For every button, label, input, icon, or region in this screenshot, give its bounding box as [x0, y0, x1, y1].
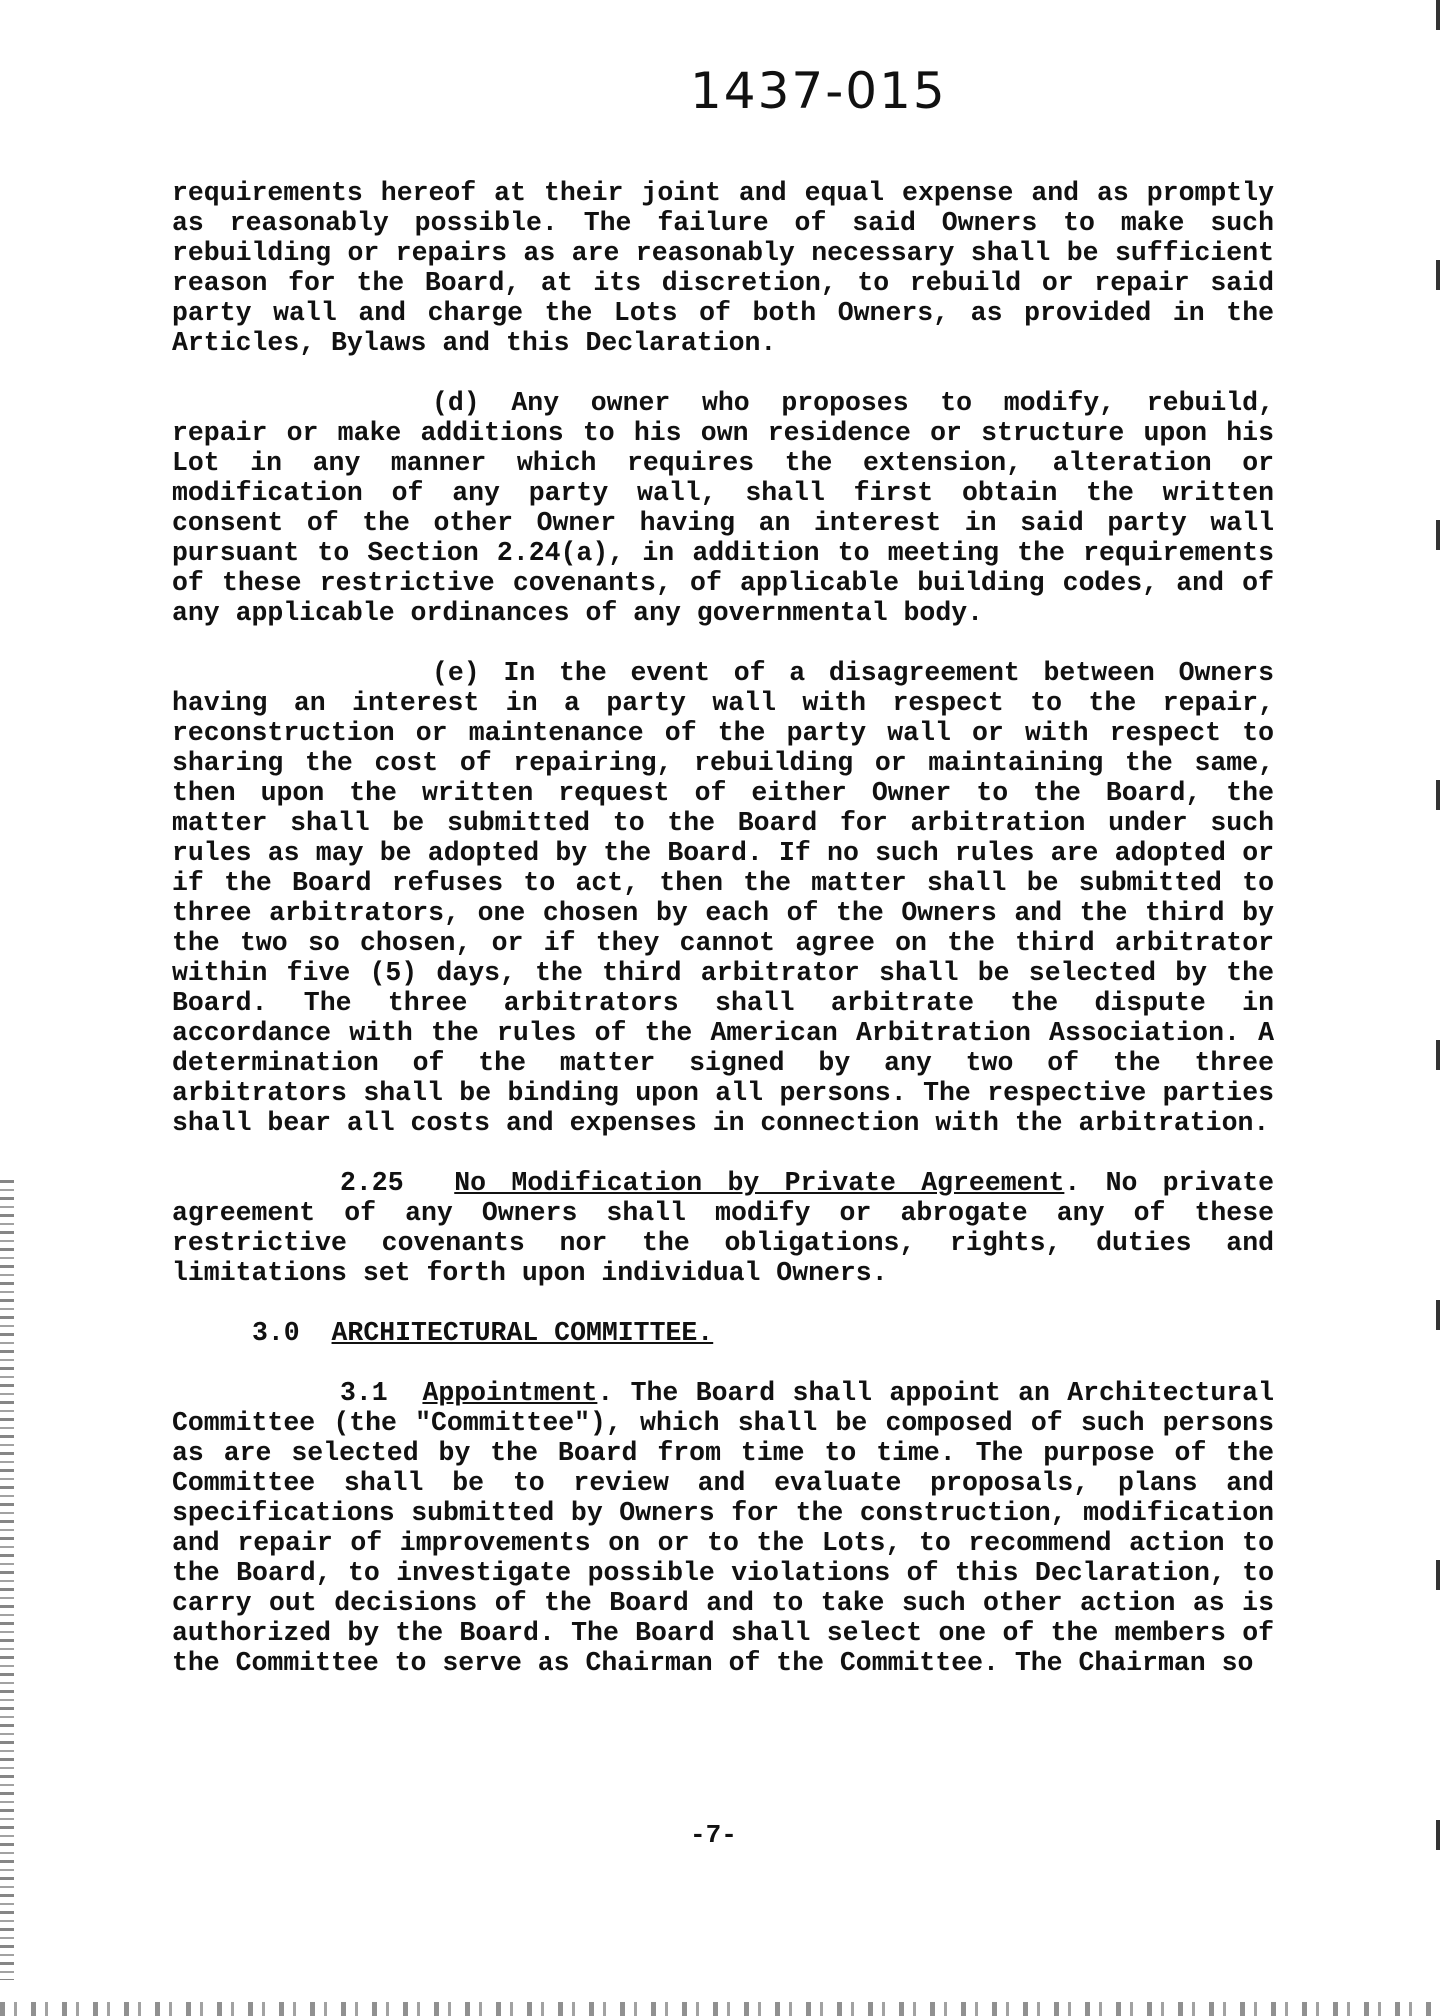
section-3-1-title: Appointment	[422, 1378, 598, 1408]
paragraph-party-wall-repair: requirements hereof at their joint and equal expense and as promptly as reasonably possible. The failure of said Owners to make such rebuilding or repairs as are reasonably necessary shall be sufficient reason for the Board, at its discretion, to rebuild or repair said party wall and charge the Lots of both Owners, as provided in the Articles, Bylaws and this Declaration.	[172, 178, 1274, 358]
section-2-25-number: 2.25	[340, 1168, 404, 1198]
paragraph-e-disagreement: (e) In the event of a disagreement between Owners having an interest in a party wall with respect to the repair, reconstruction or maintenance of the party wall or with respect to sharing the cost of repairing, rebuilding or maintaining the same, then upon the written request of either Owner to the Board, the matter shall be submitted to the Board for arbitration under such rules as may be adopted by the Board. If no such rules are adopted or if the Board refuses to act, then the matter shall be submitted to three arbitrators, one chosen by each of the Owners and the third by the two so chosen, or if they cannot agree on the third arbitrator within five (5) days, the third arbitrator shall be selected by the Board. The three arbitrators shall arbitrate the dispute in accordance with the rules of the American Arbitration Association. A determination of the matter signed by any two of the three arbitrators shall be binding upon all persons. The respective parties shall bear all costs and expenses in connection with the arbitration.	[172, 658, 1274, 1138]
page-number: -7-	[690, 1820, 737, 1850]
paragraph-d-modification: (d) Any owner who proposes to modify, rebuild, repair or make additions to his own residence or structure upon his Lot in any manner which requires the extension, alteration or modification of any party wall, shall first obtain the written consent of the other Owner having an interest in said party wall pursuant to Section 2.24(a), in addition to meeting the requirements of these restrictive covenants, of applicable building codes, and of any applicable ordinances of any governmental body.	[172, 388, 1274, 628]
section-3-1-number: 3.1	[340, 1378, 388, 1408]
section-3-1	[172, 1378, 1274, 1678]
section-2-25-title: No Modification by Private Agreement	[454, 1168, 1065, 1198]
section-2-25	[172, 1168, 1274, 1288]
scan-artifact-right-edge	[1436, 0, 1440, 2016]
section-3-0-heading	[252, 1318, 1274, 1348]
section-2-25-body: . No private agreement of any Owners shall modify or abrogate any of these restrictive covenants nor the obligations, rights, duties and limitations set forth upon individual Owners.	[172, 1168, 1274, 1288]
scan-artifact-bottom-edge	[0, 2002, 1440, 2016]
page-body	[172, 178, 1274, 1708]
section-3-1-body: . The Board shall appoint an Architectural Committee (the "Committee"), which shall be composed of such persons as are selected by the Board from time to time. The purpose of the Committee shall be to review and evaluate proposals, plans and specifications submitted by Owners for the construction, modification and repair of improvements on or to the Lots, to recommend action to the Board, to investigate possible violations of this Declaration, to carry out decisions of the Board and to take such other action as is authorized by the Board. The Board shall select one of the members of the Committee to serve as Chairman of the Committee. The Chairman so	[172, 1378, 1274, 1678]
document-number: 1437-015	[690, 62, 947, 120]
section-3-0-title: ARCHITECTURAL COMMITTEE.	[331, 1318, 714, 1348]
section-3-0-number: 3.0	[252, 1318, 300, 1348]
scan-artifact-left-edge	[0, 1180, 14, 1980]
